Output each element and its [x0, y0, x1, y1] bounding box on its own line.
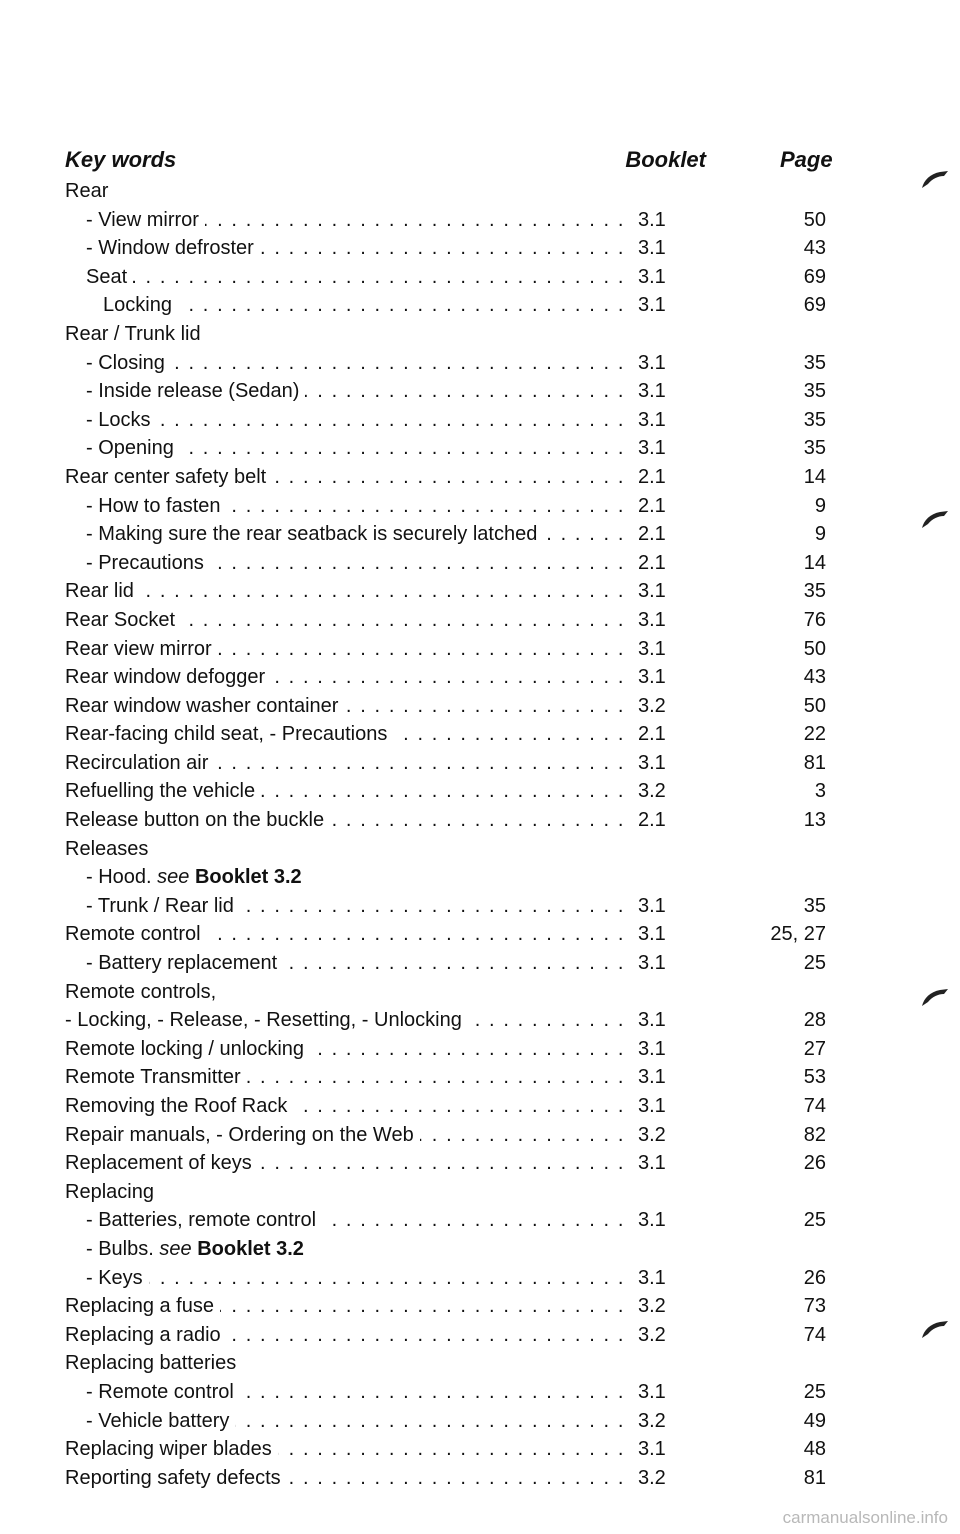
entry-keyword: Rear Socket	[65, 609, 181, 631]
entry-keyword: Replacing a radio	[65, 1324, 227, 1346]
index-entry	[0, 577, 960, 606]
see-reference: see	[159, 1237, 192, 1260]
entry-keyword: Replacing wiper blades	[65, 1438, 278, 1460]
index-entry	[0, 1149, 960, 1178]
entry-keyword: - Vehicle battery	[86, 1410, 235, 1432]
entry-page: 50	[803, 637, 826, 660]
entry-booklet: 2.1	[638, 723, 666, 746]
entry-keyword: - How to fasten	[86, 495, 227, 517]
index-entry	[0, 520, 960, 549]
entry-page: 26	[803, 1266, 826, 1289]
column-header	[0, 144, 960, 176]
index-entry	[0, 177, 960, 206]
index-entry	[0, 749, 960, 778]
entry-keyword: Rear-facing child seat, - Precautions	[65, 723, 393, 745]
entry-keyword: - Bulbs. see Booklet 3.2	[86, 1238, 310, 1260]
index-entry	[0, 1349, 960, 1378]
entry-keyword: Refuelling the vehicle	[65, 780, 261, 802]
entry-keyword: Rear view mirror	[65, 638, 218, 660]
entry-page: 35	[803, 380, 826, 403]
index-entry	[0, 606, 960, 635]
index-entry	[0, 434, 960, 463]
entry-page: 35	[803, 351, 826, 374]
index-entry	[0, 949, 960, 978]
booklet-heading: Booklet	[625, 147, 706, 172]
entry-page: 9	[814, 494, 826, 517]
entry-keyword: Rear window washer container	[65, 695, 344, 717]
entry-keyword: - Remote control	[86, 1381, 240, 1403]
entry-booklet: 3.1	[638, 351, 666, 374]
entry-page: 22	[803, 723, 826, 746]
entry-booklet: 3.1	[638, 1438, 666, 1461]
entry-booklet: 3.1	[638, 1209, 666, 1232]
entry-booklet: 3.1	[638, 294, 666, 317]
margin-mark-icon	[918, 506, 952, 532]
entry-page: 13	[803, 809, 826, 832]
entry-page: 69	[803, 265, 826, 288]
index-entry	[0, 978, 960, 1007]
entry-page: 35	[803, 437, 826, 460]
entry-page: 35	[803, 408, 826, 431]
see-reference-booklet: Booklet 3.2	[194, 866, 302, 889]
entry-keyword: Rear window defogger	[65, 666, 271, 688]
entry-booklet: 3.1	[638, 208, 666, 231]
entry-page: 9	[814, 523, 826, 546]
index-entry	[0, 720, 960, 749]
entry-page: 74	[803, 1323, 826, 1346]
index-entry	[0, 692, 960, 721]
entry-page: 53	[803, 1066, 826, 1089]
entry-keyword: Replacing	[65, 1181, 160, 1203]
entry-booklet: 2.1	[638, 809, 666, 832]
entry-keyword: Replacing a fuse	[65, 1295, 220, 1317]
entry-booklet: 3.1	[638, 1066, 666, 1089]
index-entry	[0, 549, 960, 578]
entry-booklet: 3.1	[638, 380, 666, 403]
entry-keyword: Seat	[86, 266, 133, 288]
entry-page: 50	[803, 694, 826, 717]
entry-keyword: - View mirror	[86, 209, 205, 231]
entry-page: 26	[803, 1152, 826, 1175]
index-entry	[0, 892, 960, 921]
index-entry	[0, 1035, 960, 1064]
entry-page: 81	[803, 751, 826, 774]
watermark: carmanualsonline.info	[782, 1508, 948, 1527]
entry-booklet: 3.1	[638, 408, 666, 431]
page-heading: Page	[780, 147, 833, 172]
entry-page: 28	[803, 1009, 826, 1032]
entry-keyword: - Precautions	[86, 552, 210, 574]
entry-booklet: 3.1	[638, 1037, 666, 1060]
index-entry	[0, 463, 960, 492]
entry-booklet: 3.2	[638, 1466, 666, 1489]
entry-page: 25	[803, 952, 826, 975]
index-entry	[0, 1378, 960, 1407]
entry-keyword: Remote Transmitter	[65, 1066, 247, 1088]
entry-page: 73	[803, 1295, 826, 1318]
entry-page: 48	[803, 1438, 826, 1461]
index-entry	[0, 1264, 960, 1293]
entry-booklet: 3.1	[638, 1095, 666, 1117]
index-entry	[0, 406, 960, 435]
entry-page: 35	[803, 580, 826, 603]
entry-keyword: Remote locking / unlocking	[65, 1038, 310, 1060]
index-list	[0, 177, 960, 1492]
entry-keyword: - Battery replacement	[86, 952, 283, 974]
index-entry	[0, 1464, 960, 1493]
entry-booklet: 3.1	[638, 637, 666, 660]
see-reference: see	[157, 866, 190, 889]
entry-keyword: Recirculation air	[65, 752, 214, 774]
entry-booklet: 3.1	[638, 237, 666, 260]
index-entry	[0, 663, 960, 692]
entry-booklet: 3.1	[638, 580, 666, 603]
entry-page: 25	[803, 1209, 826, 1232]
entry-keyword: Replacement of keys	[65, 1152, 258, 1174]
index-entry	[0, 263, 960, 292]
margin-mark-icon	[918, 984, 952, 1010]
index-entry	[0, 920, 960, 949]
index-entry	[0, 1206, 960, 1235]
index-entry	[0, 863, 960, 892]
entry-keyword: - Locking, - Release, - Resetting, - Unlocking	[65, 1009, 468, 1031]
entry-booklet: 3.1	[638, 923, 666, 946]
entry-page: 25, 27	[770, 923, 826, 946]
entry-keyword: Release button on the buckle	[65, 809, 330, 831]
index-entry	[0, 1292, 960, 1321]
index-entry	[0, 377, 960, 406]
index-entry	[0, 1178, 960, 1207]
entry-booklet: 2.1	[638, 494, 666, 517]
entry-keyword: - Locks	[86, 409, 156, 431]
entry-booklet: 3.2	[638, 1409, 666, 1432]
entry-keyword: Locking	[103, 294, 178, 316]
entry-booklet: 3.2	[638, 1295, 666, 1318]
entry-keyword: - Closing	[86, 352, 171, 374]
index-entry	[0, 1407, 960, 1436]
entry-booklet: 3.2	[638, 780, 666, 803]
index-entry	[0, 806, 960, 835]
entry-booklet: 3.2	[638, 1323, 666, 1346]
entry-keyword: Rear lid	[65, 580, 140, 602]
index-entry	[0, 1063, 960, 1092]
entry-booklet: 3.1	[638, 952, 666, 975]
index-entry	[0, 320, 960, 349]
entry-booklet: 3.1	[638, 1380, 666, 1403]
index-entry	[0, 777, 960, 806]
entry-booklet: 3.1	[638, 437, 666, 460]
key-words-heading: Key words	[65, 147, 177, 172]
index-entry	[0, 291, 960, 320]
entry-booklet: 3.2	[638, 694, 666, 717]
entry-page: 74	[803, 1095, 826, 1117]
index-entry	[0, 1092, 960, 1121]
entry-keyword: Removing the Roof Rack	[65, 1095, 293, 1117]
entry-page: 81	[803, 1466, 826, 1489]
entry-page: 35	[803, 894, 826, 917]
entry-keyword: Releases	[65, 838, 154, 860]
entry-page: 43	[803, 237, 826, 260]
entry-keyword: - Hood. see Booklet 3.2	[86, 866, 308, 888]
entry-booklet: 2.1	[638, 551, 666, 574]
index-entry	[0, 349, 960, 378]
entry-keyword: - Trunk / Rear lid	[86, 895, 240, 917]
entry-page: 25	[803, 1380, 826, 1403]
entry-keyword: - Batteries, remote control	[86, 1209, 322, 1231]
entry-keyword: - Inside release (Sedan)	[86, 380, 305, 402]
entry-keyword: - Keys	[86, 1267, 149, 1289]
entry-booklet: 3.1	[638, 265, 666, 288]
entry-booklet: 3.2	[638, 1123, 666, 1146]
entry-keyword: - Window defroster	[86, 237, 260, 259]
entry-booklet: 2.1	[638, 523, 666, 546]
entry-page: 43	[803, 666, 826, 689]
entry-booklet: 3.1	[638, 1009, 666, 1032]
entry-keyword: Rear center safety belt	[65, 466, 272, 488]
index-entry	[0, 1121, 960, 1150]
entry-page: 69	[803, 294, 826, 317]
entry-page: 3	[814, 780, 826, 803]
entry-keyword: Remote control	[65, 923, 207, 945]
entry-page: 14	[803, 551, 826, 574]
entry-booklet: 3.1	[638, 666, 666, 689]
entry-page: 82	[803, 1123, 826, 1146]
entry-keyword: Remote controls,	[65, 981, 222, 1003]
entry-keyword: Reporting safety defects	[65, 1467, 287, 1489]
entry-page: 76	[803, 608, 826, 631]
entry-page: 27	[803, 1037, 826, 1060]
index-entry	[0, 492, 960, 521]
index-entry	[0, 1235, 960, 1264]
index-entry	[0, 1006, 960, 1035]
entry-keyword: Repair manuals, - Ordering on the Web	[65, 1124, 420, 1146]
entry-keyword: Replacing batteries	[65, 1352, 242, 1374]
entry-booklet: 2.1	[638, 465, 666, 488]
entry-booklet: 3.1	[638, 1152, 666, 1175]
entry-booklet: 3.1	[638, 1266, 666, 1289]
entry-keyword: Rear	[65, 180, 114, 202]
entry-keyword: - Making sure the rear seatback is securely latched	[86, 523, 543, 545]
margin-mark-icon	[918, 166, 952, 192]
entry-page: 14	[803, 465, 826, 488]
entry-page: 50	[803, 208, 826, 231]
entry-booklet: 3.1	[638, 751, 666, 774]
index-entry	[0, 1435, 960, 1464]
index-entry	[0, 234, 960, 263]
index-entry	[0, 635, 960, 664]
see-reference-booklet: Booklet 3.2	[197, 1237, 304, 1260]
margin-mark-icon	[918, 1316, 952, 1342]
entry-keyword: - Opening	[86, 437, 180, 459]
entry-booklet: 3.1	[638, 894, 666, 917]
index-entry	[0, 835, 960, 864]
entry-booklet: 3.1	[638, 608, 666, 631]
entry-keyword: Rear / Trunk lid	[65, 323, 207, 345]
index-entry	[0, 206, 960, 235]
index-entry	[0, 1321, 960, 1350]
entry-page: 49	[803, 1409, 826, 1432]
